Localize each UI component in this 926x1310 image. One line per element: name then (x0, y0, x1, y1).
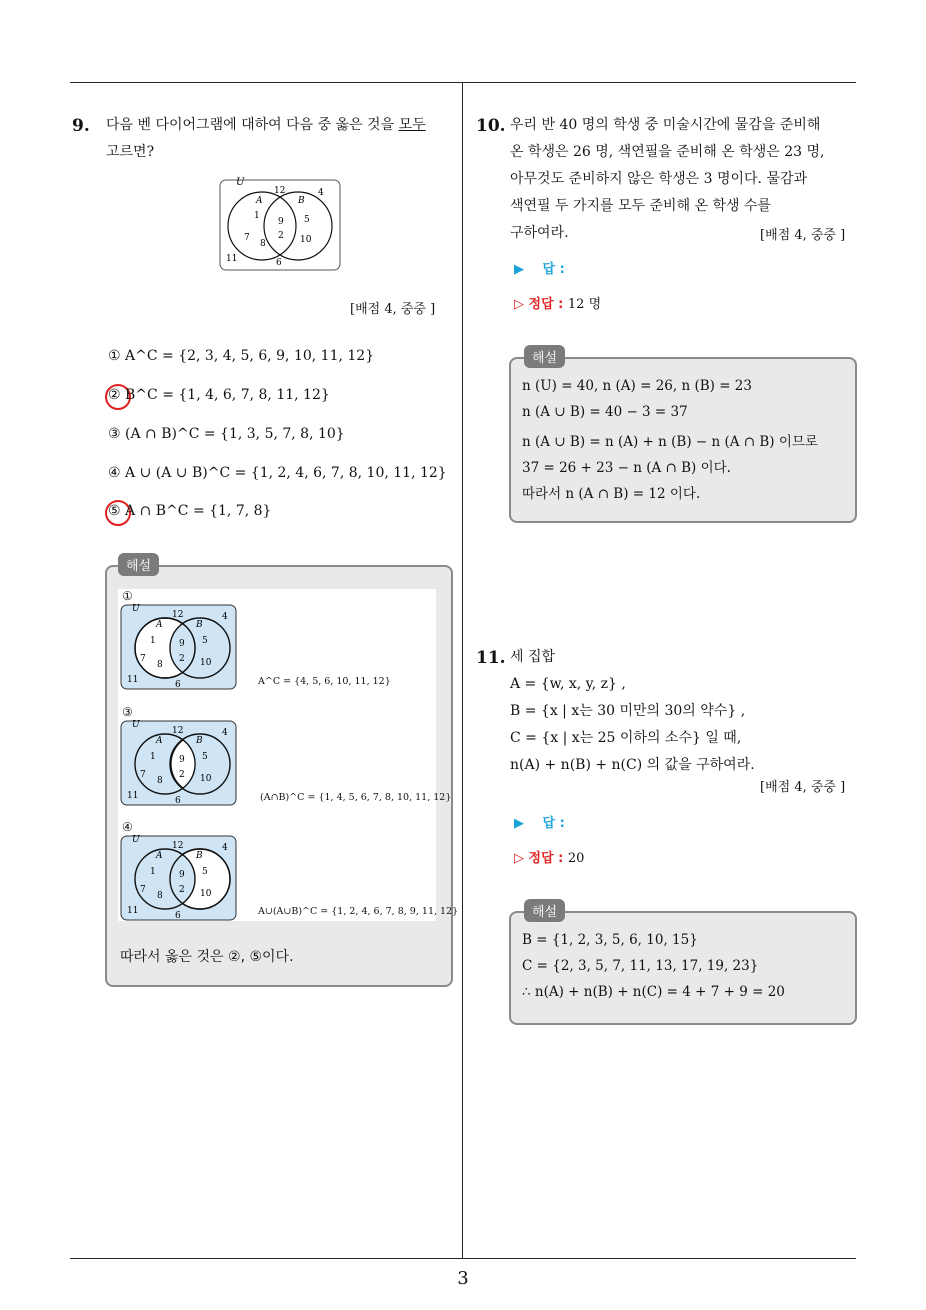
q11-solution-line-1: B = {1, 2, 3, 5, 6, 10, 15} (522, 932, 698, 948)
mini-venn-label-n5: 5 (202, 752, 208, 762)
mini-venn-label-n8: 8 (157, 776, 163, 786)
q9-choice-3[interactable]: ③ (A ∩ B)^C = {1, 3, 5, 7, 8, 10} (108, 426, 345, 442)
mini-venn-label-n8: 8 (157, 891, 163, 901)
q11-number: 11. (476, 648, 506, 668)
mini-venn-label-A: A (156, 851, 163, 861)
mini-venn-label-n11: 11 (127, 675, 139, 685)
mini-venn-label-n10: 10 (200, 889, 212, 899)
q10-line-2: 온 학생은 26 명, 색연필을 준비해 온 학생은 23 명, (510, 144, 825, 160)
venn-a-label: A (256, 196, 263, 206)
q9-solution-venn-2 (120, 719, 238, 809)
q9-solution-panel-1-caption: A^C = {4, 5, 6, 10, 11, 12} (258, 676, 391, 687)
q10-correct-label: 정답 : (528, 297, 564, 312)
q9-text-line2: 고르면? (106, 144, 155, 160)
q11-line-4: n(A) + n(B) + n(C) 의 값을 구하여라. (510, 757, 755, 773)
q10-correct-value: 12 명 (567, 297, 602, 312)
q10-answer-label: 답 : (542, 262, 565, 277)
mini-venn-label-n6: 6 (175, 796, 181, 806)
venn-n12: 12 (274, 186, 286, 196)
q9-text-line1: 다음 벤 다이어그램에 대하여 다음 중 옳은 것을 (106, 117, 399, 133)
q9-text (106, 112, 456, 166)
q10-solution-line-1: n (U) = 40, n (A) = 26, n (B) = 23 (522, 378, 752, 394)
mini-venn-label-n5: 5 (202, 636, 208, 646)
q11-line-1: A = {w, x, y, z} , (510, 676, 626, 692)
q11-correct-value: 20 (567, 851, 585, 866)
venn-n6: 6 (276, 258, 282, 268)
q10-answer-row[interactable] (514, 258, 565, 277)
mini-venn-label-n10: 10 (200, 658, 212, 668)
mini-venn-label-n12: 12 (172, 726, 184, 736)
venn-n11: 11 (226, 254, 238, 264)
q9-score: [배점 4, 중중 ] (350, 302, 436, 317)
q9-choice-2[interactable]: ② B^C = {1, 4, 6, 7, 8, 11, 12} (108, 387, 330, 403)
venn-n2: 2 (278, 231, 284, 241)
venn-n7: 7 (244, 233, 250, 243)
q11-answer-row[interactable] (514, 812, 565, 831)
mini-venn-label-n5: 5 (202, 867, 208, 877)
mini-venn-label-n9: 9 (179, 870, 185, 880)
q9-solution-panel-3-caption: A∪(A∪B)^C = {1, 2, 4, 6, 7, 8, 9, 11, 12} (258, 906, 459, 917)
page-number: 3 (457, 1268, 469, 1289)
mini-venn-label-n1: 1 (150, 752, 156, 762)
mini-venn-label-B: B (196, 620, 203, 630)
venn-n10: 10 (300, 235, 312, 245)
mini-venn-label-n12: 12 (172, 841, 184, 851)
play-arrow-icon: ▶ (514, 816, 524, 831)
q11-score: [배점 4, 중중 ] (760, 780, 846, 795)
mini-venn-label-U: U (132, 604, 140, 614)
mini-venn-label-n8: 8 (157, 660, 163, 670)
mini-venn-label-n12: 12 (172, 610, 184, 620)
q9-choice-1[interactable]: ① A^C = {2, 3, 4, 5, 6, 9, 10, 11, 12} (108, 348, 375, 364)
q10-line-3: 아무것도 준비하지 않은 학생은 3 명이다. 물감과 (510, 171, 808, 187)
mini-venn-label-n2: 2 (179, 770, 185, 780)
q11-solution-line-3: ∴ n(A) + n(B) + n(C) = 4 + 7 + 9 = 20 (522, 984, 785, 1000)
play-arrow-icon: ▶ (514, 262, 524, 277)
q9-choice-5[interactable]: ⑤ A ∩ B^C = {1, 7, 8} (108, 503, 272, 519)
q10-solution-line-2: n (A ∪ B) = 40 − 3 = 37 (522, 404, 688, 420)
mini-venn-label-B: B (196, 736, 203, 746)
q11-solution-tag: 해설 (524, 899, 565, 922)
venn-n9: 9 (278, 217, 284, 227)
mini-venn-label-n4: 4 (222, 843, 228, 853)
venn-n8: 8 (260, 239, 266, 249)
q11-intro: 세 집합 (510, 649, 556, 665)
venn-u-label: U (236, 177, 245, 188)
q10-line-5: 구하여라. (510, 225, 569, 241)
q11-solution-line-2: C = {2, 3, 5, 7, 11, 13, 17, 19, 23} (522, 958, 759, 974)
venn-n4: 4 (318, 188, 324, 198)
q9-text-underlined: 모두 (398, 117, 426, 133)
mini-venn-label-n4: 4 (222, 728, 228, 738)
mini-venn-label-n7: 7 (140, 654, 146, 664)
q9-solution-panel-2-number: ③ (122, 705, 133, 719)
q9-conclusion: 따라서 옳은 것은 ②, ⑤이다. (120, 949, 294, 965)
mini-venn-label-n6: 6 (175, 680, 181, 690)
q9-solution-venn-1 (120, 603, 238, 693)
q10-solution-line-5: 따라서 n (A ∩ B) = 12 이다. (522, 486, 701, 502)
mini-venn-label-n9: 9 (179, 755, 185, 765)
q10-score: [배점 4, 중중 ] (760, 228, 846, 243)
q10-solution-tag: 해설 (524, 345, 565, 368)
q10-solution-line-4: 37 = 26 + 23 − n (A ∩ B) 이다. (522, 460, 731, 476)
column-divider (462, 82, 463, 1258)
q10-number: 10. (476, 116, 506, 136)
venn-n5: 5 (304, 215, 310, 225)
mini-venn-label-n9: 9 (179, 639, 185, 649)
q9-solution-panel-3-number: ④ (122, 820, 133, 834)
q10-correct-row (514, 293, 601, 312)
mini-venn-label-n2: 2 (179, 654, 185, 664)
mini-venn-label-n7: 7 (140, 770, 146, 780)
venn-n1: 1 (254, 211, 260, 221)
mini-venn-label-n11: 11 (127, 906, 139, 916)
q9-solution-venn-3 (120, 834, 238, 924)
mini-venn-label-n11: 11 (127, 791, 139, 801)
q11-correct-row (514, 847, 584, 866)
q9-solution-tag: 해설 (118, 553, 159, 576)
mini-venn-label-n2: 2 (179, 885, 185, 895)
mini-venn-label-n7: 7 (140, 885, 146, 895)
mini-venn-label-n1: 1 (150, 867, 156, 877)
mini-venn-label-n4: 4 (222, 612, 228, 622)
q9-solution-panel-1-number: ① (122, 589, 133, 603)
top-rule (70, 82, 856, 83)
mini-venn-label-n6: 6 (175, 911, 181, 921)
mini-venn-label-A: A (156, 736, 163, 746)
bottom-rule (70, 1258, 856, 1259)
q11-answer-label: 답 : (542, 816, 565, 831)
q10-line-4: 색연필 두 가지를 모두 준비해 온 학생 수를 (510, 198, 772, 214)
q11-line-3: C = {x | x는 25 이하의 소수} 일 때, (510, 730, 742, 746)
hollow-arrow-icon: ▷ (514, 851, 524, 866)
q10-solution-line-3: n (A ∪ B) = n (A) + n (B) − n (A ∩ B) 이므로 (522, 434, 818, 450)
q9-number: 9. (72, 116, 90, 136)
q11-text (510, 671, 858, 779)
mini-venn-label-B: B (196, 851, 203, 861)
mini-venn-label-U: U (132, 835, 140, 845)
q11-correct-label: 정답 : (528, 851, 564, 866)
mini-venn-label-n1: 1 (150, 636, 156, 646)
q10-line-1: 우리 반 40 명의 학생 중 미술시간에 물감을 준비해 (510, 117, 821, 133)
mini-venn-label-A: A (156, 620, 163, 630)
mini-venn-label-U: U (132, 720, 140, 730)
venn-b-label: B (298, 196, 305, 206)
mini-venn-label-n10: 10 (200, 774, 212, 784)
q9-venn-diagram (218, 176, 342, 272)
q9-solution-panel-2-caption: (A∩B)^C = {1, 4, 5, 6, 7, 8, 10, 11, 12} (260, 792, 452, 803)
q9-choice-4[interactable]: ④ A ∪ (A ∪ B)^C = {1, 2, 4, 6, 7, 8, 10, 11, 12} (108, 465, 447, 481)
hollow-arrow-icon: ▷ (514, 297, 524, 312)
q11-line-2: B = {x | x는 30 미만의 30의 약수} , (510, 703, 746, 719)
